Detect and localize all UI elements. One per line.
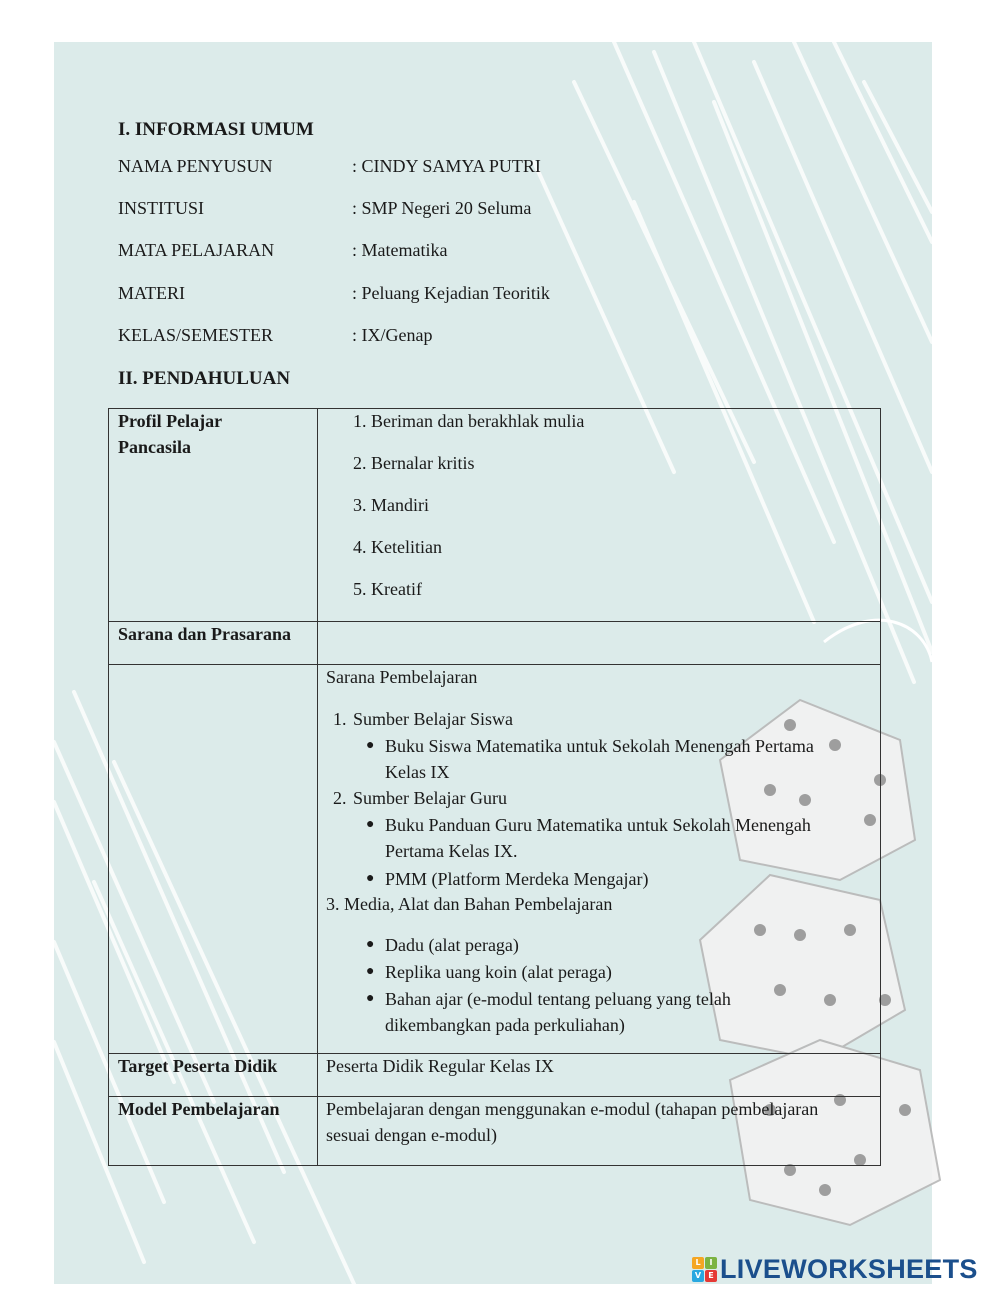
table-cell: [109, 1097, 318, 1166]
field-value-materi: : Peluang Kejadian Teoritik: [352, 283, 550, 303]
table-cell: [109, 622, 318, 665]
field-label-mata-pelajaran: MATA PELAJARAN: [118, 240, 275, 260]
sarana-sub3: 3. Media, Alat dan Bahan Pembelajaran: [326, 894, 613, 914]
table-row: [109, 665, 881, 1054]
table-cell: [109, 1054, 318, 1097]
field-label-nama-penyusun: NAMA PENYUSUN: [118, 156, 273, 176]
table-cell: [318, 409, 881, 622]
liveworksheets-wordmark: LIVEWORKSHEETS: [720, 1253, 978, 1284]
bullet-icon: ●: [366, 937, 375, 952]
table-cell: [318, 622, 881, 665]
field-label-materi: MATERI: [118, 283, 185, 303]
list-item: Pertama Kelas IX.: [385, 841, 518, 861]
sarana-sub2: Sumber Belajar Guru: [353, 788, 507, 808]
list-item: 5. Kreatif: [353, 579, 422, 599]
sarana-title: Sarana Pembelajaran: [326, 667, 478, 687]
target-value: Peserta Didik Regular Kelas IX: [326, 1056, 554, 1076]
sarana-sub1: Sumber Belajar Siswa: [353, 709, 513, 729]
table-row: [109, 622, 881, 665]
table-row: [109, 1054, 881, 1097]
profil-label-line1: Profil Pelajar: [118, 411, 223, 431]
field-value-kelas-semester: : IX/Genap: [352, 325, 433, 345]
section-heading-informasi-umum: I. INFORMASI UMUM: [118, 119, 314, 140]
bullet-icon: ●: [366, 991, 375, 1006]
list-item: Buku Siswa Matematika untuk Sekolah Menengah Pertama: [385, 736, 814, 756]
target-label: Target Peserta Didik: [118, 1056, 278, 1076]
field-value-nama-penyusun: : CINDY SAMYA PUTRI: [352, 156, 541, 176]
field-value-mata-pelajaran: : Matematika: [352, 240, 448, 260]
sarana-label: Sarana dan Prasarana: [118, 624, 292, 644]
list-item: dikembangkan pada perkuliahan): [385, 1015, 625, 1035]
sarana-sub1-number: 1.: [333, 709, 347, 729]
table-cell: [109, 665, 318, 1054]
bullet-icon: ●: [366, 964, 375, 979]
liveworksheets-mark-icon: [692, 1257, 717, 1282]
model-label: Model Pembelajaran: [118, 1099, 280, 1119]
list-item: 2. Bernalar kritis: [353, 453, 475, 473]
pendahuluan-table: [108, 408, 881, 1166]
table-cell: [318, 665, 881, 1054]
table-row: [109, 409, 881, 622]
liveworksheets-logo: [692, 1255, 978, 1283]
sarana-sub2-number: 2.: [333, 788, 347, 808]
field-value-institusi: : SMP Negeri 20 Seluma: [352, 198, 532, 218]
list-item: Replika uang koin (alat peraga): [385, 962, 612, 982]
list-item: Buku Panduan Guru Matematika untuk Sekolah Menengah: [385, 815, 811, 835]
bullet-icon: ●: [366, 817, 375, 832]
list-item: 3. Mandiri: [353, 495, 429, 515]
bullet-icon: ●: [366, 871, 375, 886]
list-item: 4. Ketelitian: [353, 537, 442, 557]
bullet-icon: ●: [366, 738, 375, 753]
model-value-line1: Pembelajaran dengan menggunakan e-modul (tahapan pembelajaran: [326, 1099, 819, 1119]
list-item: Kelas IX: [385, 762, 450, 782]
table-cell: [318, 1054, 881, 1097]
list-item: PMM (Platform Merdeka Mengajar): [385, 869, 649, 889]
logo-letter: L: [692, 1257, 704, 1269]
profil-label-line2: Pancasila: [118, 437, 192, 457]
list-item: Bahan ajar (e-modul tentang peluang yang telah: [385, 989, 731, 1009]
field-label-institusi: INSTITUSI: [118, 198, 204, 218]
logo-letter: V: [692, 1270, 704, 1282]
list-item: 1. Beriman dan berakhlak mulia: [353, 411, 585, 431]
list-item: Dadu (alat peraga): [385, 935, 519, 955]
logo-letter: E: [705, 1270, 717, 1282]
table-row: [109, 1097, 881, 1166]
field-label-kelas-semester: KELAS/SEMESTER: [118, 325, 274, 345]
logo-letter: I: [705, 1257, 717, 1269]
section-heading-pendahuluan: II. PENDAHULUAN: [118, 368, 291, 389]
table-cell: [109, 409, 318, 622]
table-cell: [318, 1097, 881, 1166]
model-value-line2: sesuai dengan e-modul): [326, 1125, 497, 1145]
